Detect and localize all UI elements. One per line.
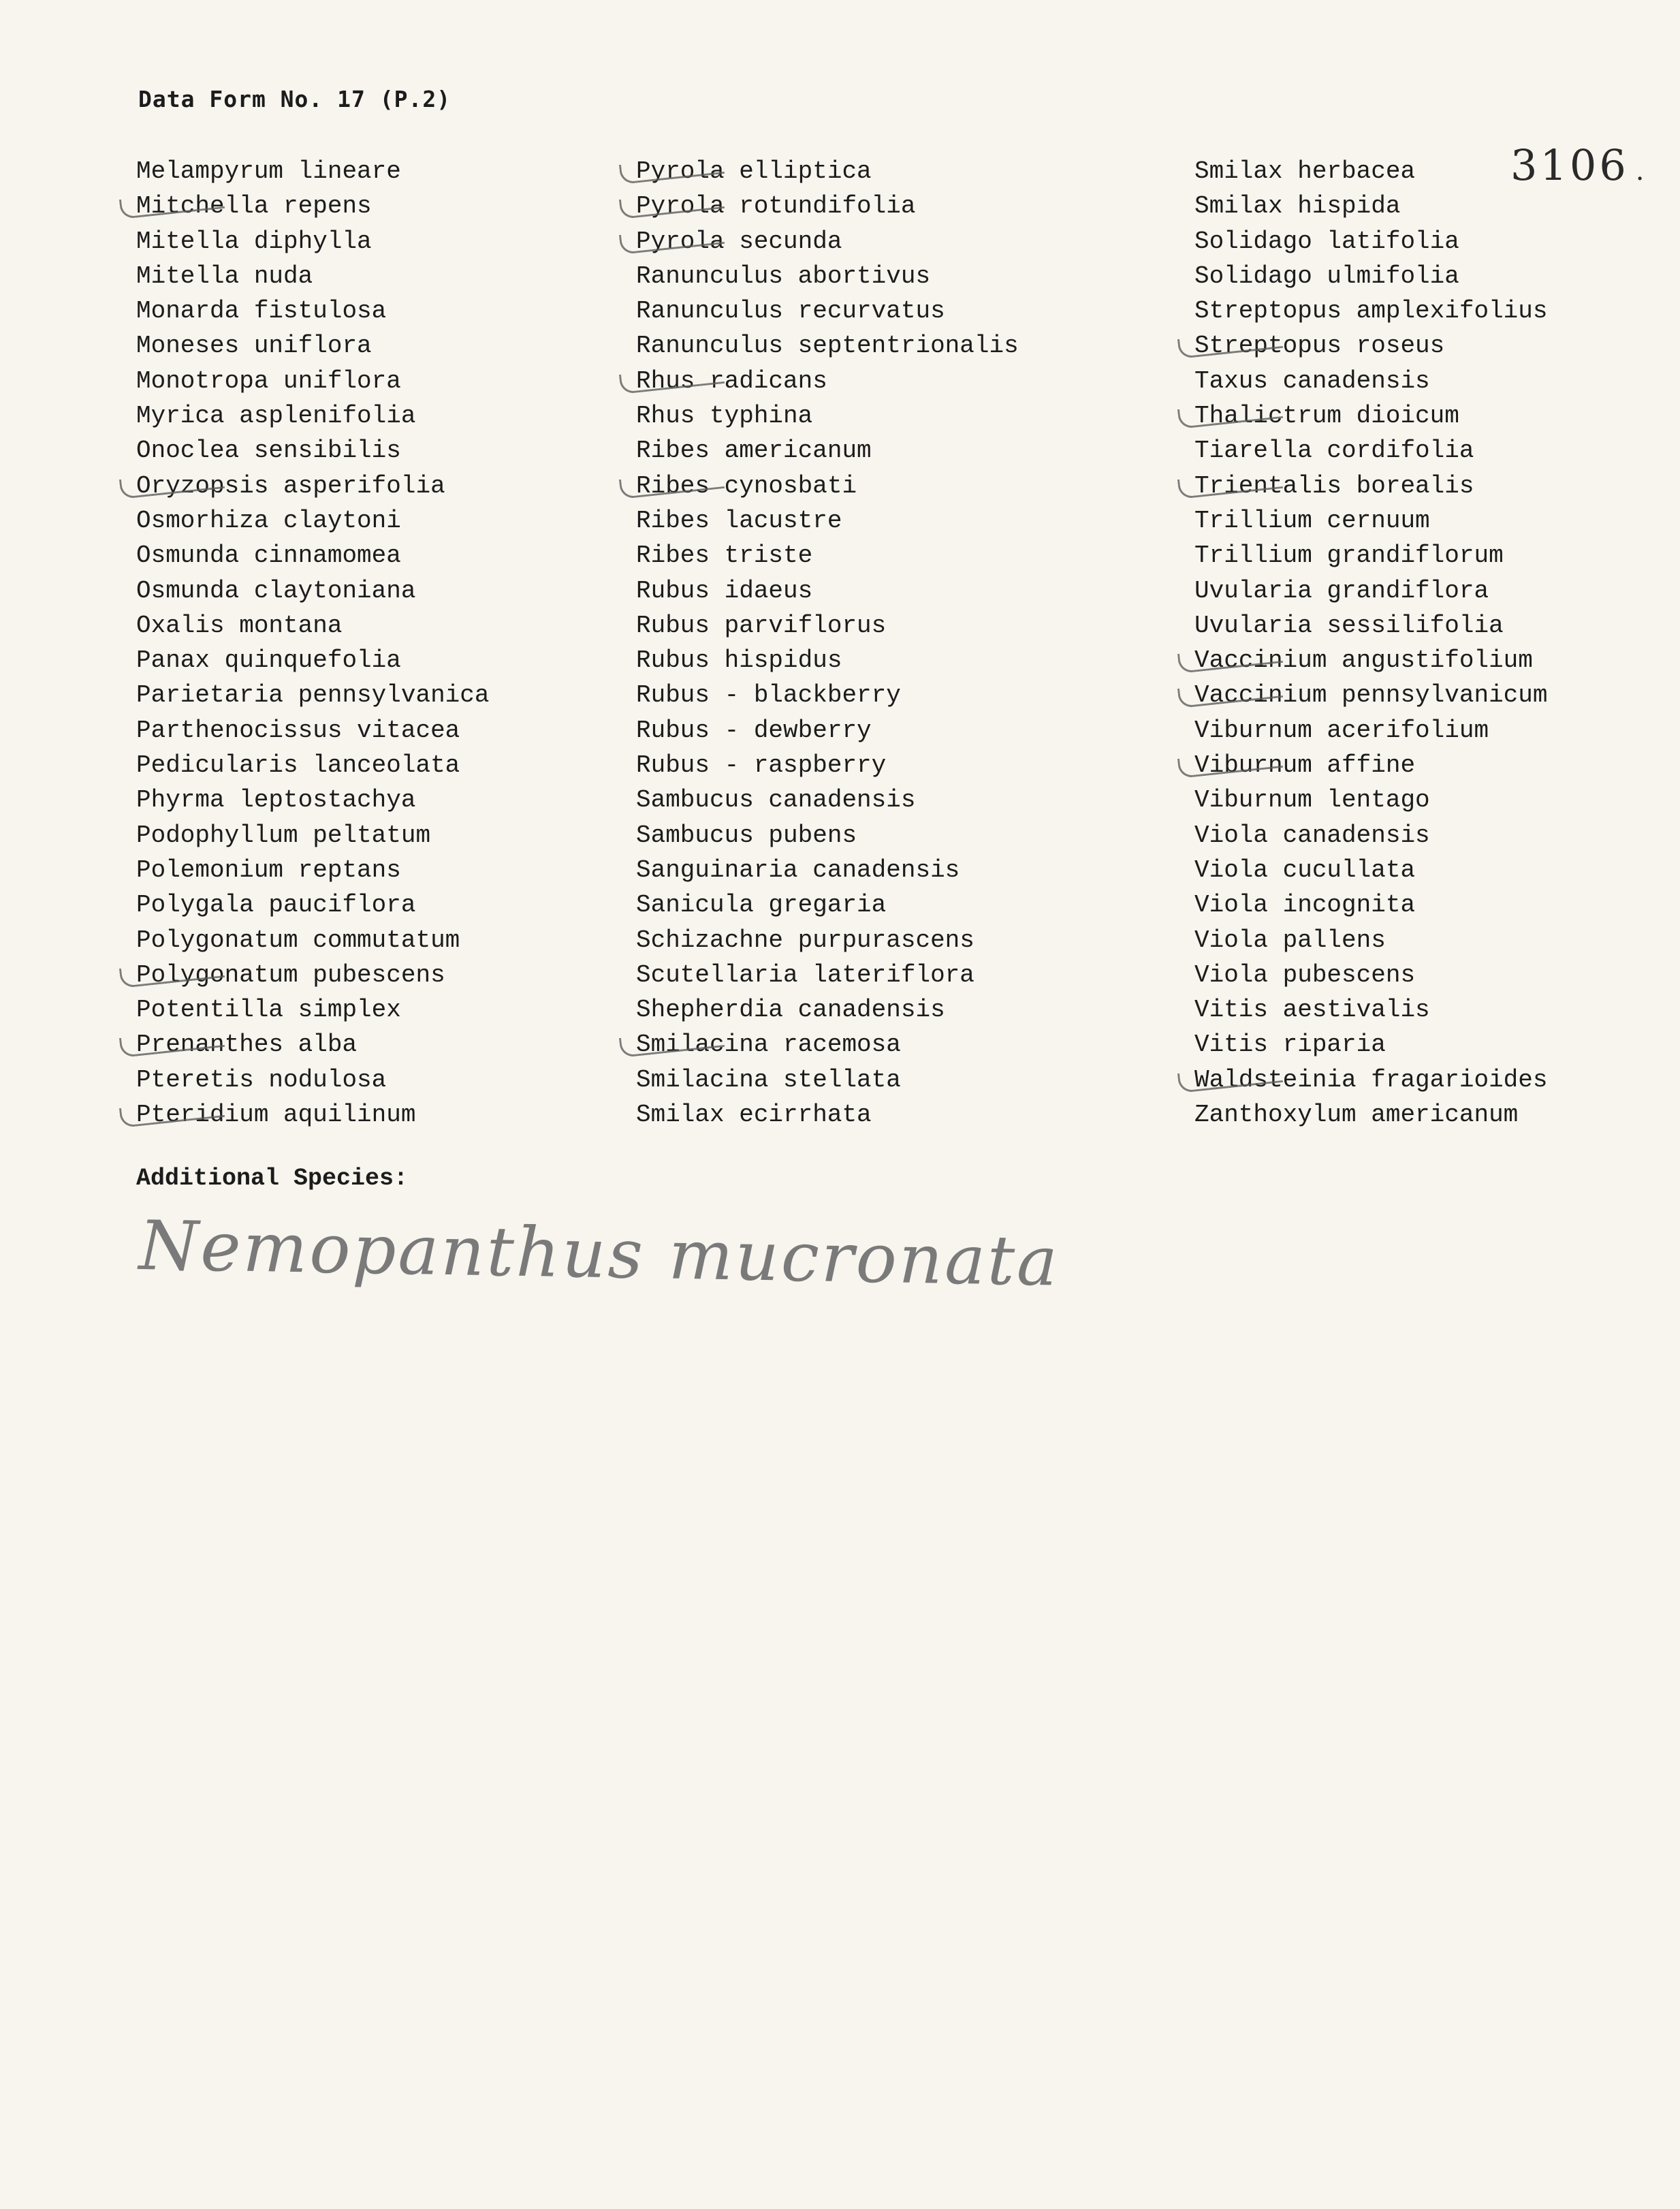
species-list-item: Viola canadensis xyxy=(1194,821,1430,849)
species-list-item: Taxus canadensis xyxy=(1194,366,1430,395)
document-number-mark: . xyxy=(1635,155,1647,187)
species-list-item: Potentilla simplex xyxy=(136,996,401,1024)
species-list-item: Polygonatum pubescens xyxy=(136,958,489,992)
species-list-item: Ribes triste xyxy=(636,542,813,570)
species-list-item: Uvularia sessilifolia xyxy=(1194,611,1504,640)
species-list-item: Sambucus canadensis xyxy=(636,786,916,815)
species-list-item: Melampyrum lineare xyxy=(136,157,401,185)
species-list-item: Onoclea sensibilis xyxy=(136,437,401,465)
species-list-item: Polemonium reptans xyxy=(136,856,401,884)
species-list-item: Mitella diphylla xyxy=(136,227,372,255)
species-list-item: Trillium cernuum xyxy=(1194,506,1430,535)
species-list-item: Pyrola rotundifolia xyxy=(636,189,1019,223)
additional-species-label: Additional Species: xyxy=(136,1165,409,1192)
species-list-item: Parthenocissus vitacea xyxy=(136,716,460,745)
species-list-item: Ranunculus abortivus xyxy=(636,262,931,290)
species-list-item: Monotropa uniflora xyxy=(136,366,401,395)
species-list-item: Pteridium aquilinum xyxy=(136,1097,489,1132)
species-column-2 xyxy=(636,154,1019,1132)
species-list-item: Viburnum acerifolium xyxy=(1194,716,1489,745)
species-list-item: Smilax hispida xyxy=(1194,192,1401,221)
species-column-1 xyxy=(136,154,489,1132)
species-list-item: Sanguinaria canadensis xyxy=(636,856,960,884)
form-title: Data Form No. 17 (P.2) xyxy=(138,86,451,112)
species-list-item: Rubus hispidus xyxy=(636,646,842,675)
species-list-item: Rubus - dewberry xyxy=(636,716,872,745)
species-list-item: Prenanthes alba xyxy=(136,1027,489,1062)
species-list-item: Ranunculus septentrionalis xyxy=(636,332,1019,360)
species-list-item: Streptopus roseus xyxy=(1194,328,1547,363)
species-list-item: Myrica asplenifolia xyxy=(136,402,416,430)
species-list-item: Uvularia grandiflora xyxy=(1194,576,1489,605)
species-list-item: Oryzopsis asperifolia xyxy=(136,469,489,503)
species-list-item: Osmorhiza claytoni xyxy=(136,506,401,535)
species-list-item: Tiarella cordifolia xyxy=(1194,437,1474,465)
species-column-3 xyxy=(1194,154,1547,1132)
species-list-item: Solidago ulmifolia xyxy=(1194,262,1459,290)
species-list-item: Viola incognita xyxy=(1194,891,1416,920)
species-list-item: Ranunculus recurvatus xyxy=(636,297,945,326)
species-list-item: Trientalis borealis xyxy=(1194,469,1547,503)
species-list-item: Moneses uniflora xyxy=(136,332,372,360)
species-list-item: Polygala pauciflora xyxy=(136,891,416,920)
species-list-item: Rubus idaeus xyxy=(636,576,813,605)
species-list-item: Waldsteinia fragarioides xyxy=(1194,1063,1547,1097)
species-list-item: Viola pallens xyxy=(1194,926,1386,954)
species-list-item: Rhus radicans xyxy=(636,364,1019,398)
species-list-item: Rubus parviflorus xyxy=(636,611,887,640)
species-list-item: Smilax herbacea xyxy=(1194,157,1416,185)
species-list-item: Phyrma leptostachya xyxy=(136,786,416,815)
species-list-item: Osmunda cinnamomea xyxy=(136,542,401,570)
species-list-item: Vitis aestivalis xyxy=(1194,996,1430,1024)
species-list-item: Sambucus pubens xyxy=(636,821,857,849)
species-list-item: Pedicularis lanceolata xyxy=(136,751,460,780)
species-list-item: Rhus typhina xyxy=(636,402,813,430)
species-list-item: Monarda fistulosa xyxy=(136,297,387,326)
species-list-item: Viburnum affine xyxy=(1194,748,1547,783)
species-list-item: Vaccinium pennsylvanicum xyxy=(1194,678,1547,712)
species-list-item: Rubus - raspberry xyxy=(636,751,887,780)
species-list-item: Pyrola secunda xyxy=(636,224,1019,259)
species-list-item: Zanthoxylum americanum xyxy=(1194,1101,1519,1129)
species-list-item: Polygonatum commutatum xyxy=(136,926,460,954)
species-list-item: Shepherdia canadensis xyxy=(636,996,945,1024)
species-list-item: Rubus - blackberry xyxy=(636,681,901,710)
document-number-value: 3106 xyxy=(1510,140,1629,190)
species-list-item: Sanicula gregaria xyxy=(636,891,887,920)
species-list-item: Schizachne purpurascens xyxy=(636,926,974,954)
species-list-item: Ribes cynosbati xyxy=(636,469,1019,503)
handwritten-species-entry: Nemopanthus mucronata xyxy=(138,1206,1060,1302)
species-list-item: Vitis riparia xyxy=(1194,1031,1386,1059)
species-list-item: Smilacina racemosa xyxy=(636,1027,1019,1062)
species-list-item: Thalictrum dioicum xyxy=(1194,398,1547,433)
species-list-item: Smilacina stellata xyxy=(636,1065,901,1094)
species-list-item: Smilax ecirrhata xyxy=(636,1101,872,1129)
species-list-item: Osmunda claytoniana xyxy=(136,576,416,605)
species-list-item: Viburnum lentago xyxy=(1194,786,1430,815)
species-list-item: Ribes lacustre xyxy=(636,506,842,535)
species-list-item: Scutellaria lateriflora xyxy=(636,960,974,989)
species-list-item: Pteretis nodulosa xyxy=(136,1065,387,1094)
species-list-item: Vaccinium angustifolium xyxy=(1194,643,1547,678)
species-list-item: Podophyllum peltatum xyxy=(136,821,431,849)
species-list-item: Ribes americanum xyxy=(636,437,872,465)
species-list-item: Viola pubescens xyxy=(1194,960,1416,989)
species-list-item: Streptopus amplexifolius xyxy=(1194,297,1548,326)
species-list-item: Oxalis montana xyxy=(136,611,343,640)
species-list-item: Viola cucullata xyxy=(1194,856,1416,884)
species-list-item: Trillium grandiflorum xyxy=(1194,542,1504,570)
species-list-item: Mitchella repens xyxy=(136,189,489,223)
species-list-item: Pyrola elliptica xyxy=(636,154,1019,189)
species-list-item: Solidago latifolia xyxy=(1194,227,1459,255)
species-list-item: Parietaria pennsylvanica xyxy=(136,681,490,710)
species-list-item: Mitella nuda xyxy=(136,262,313,290)
species-list-item: Panax quinquefolia xyxy=(136,646,401,675)
